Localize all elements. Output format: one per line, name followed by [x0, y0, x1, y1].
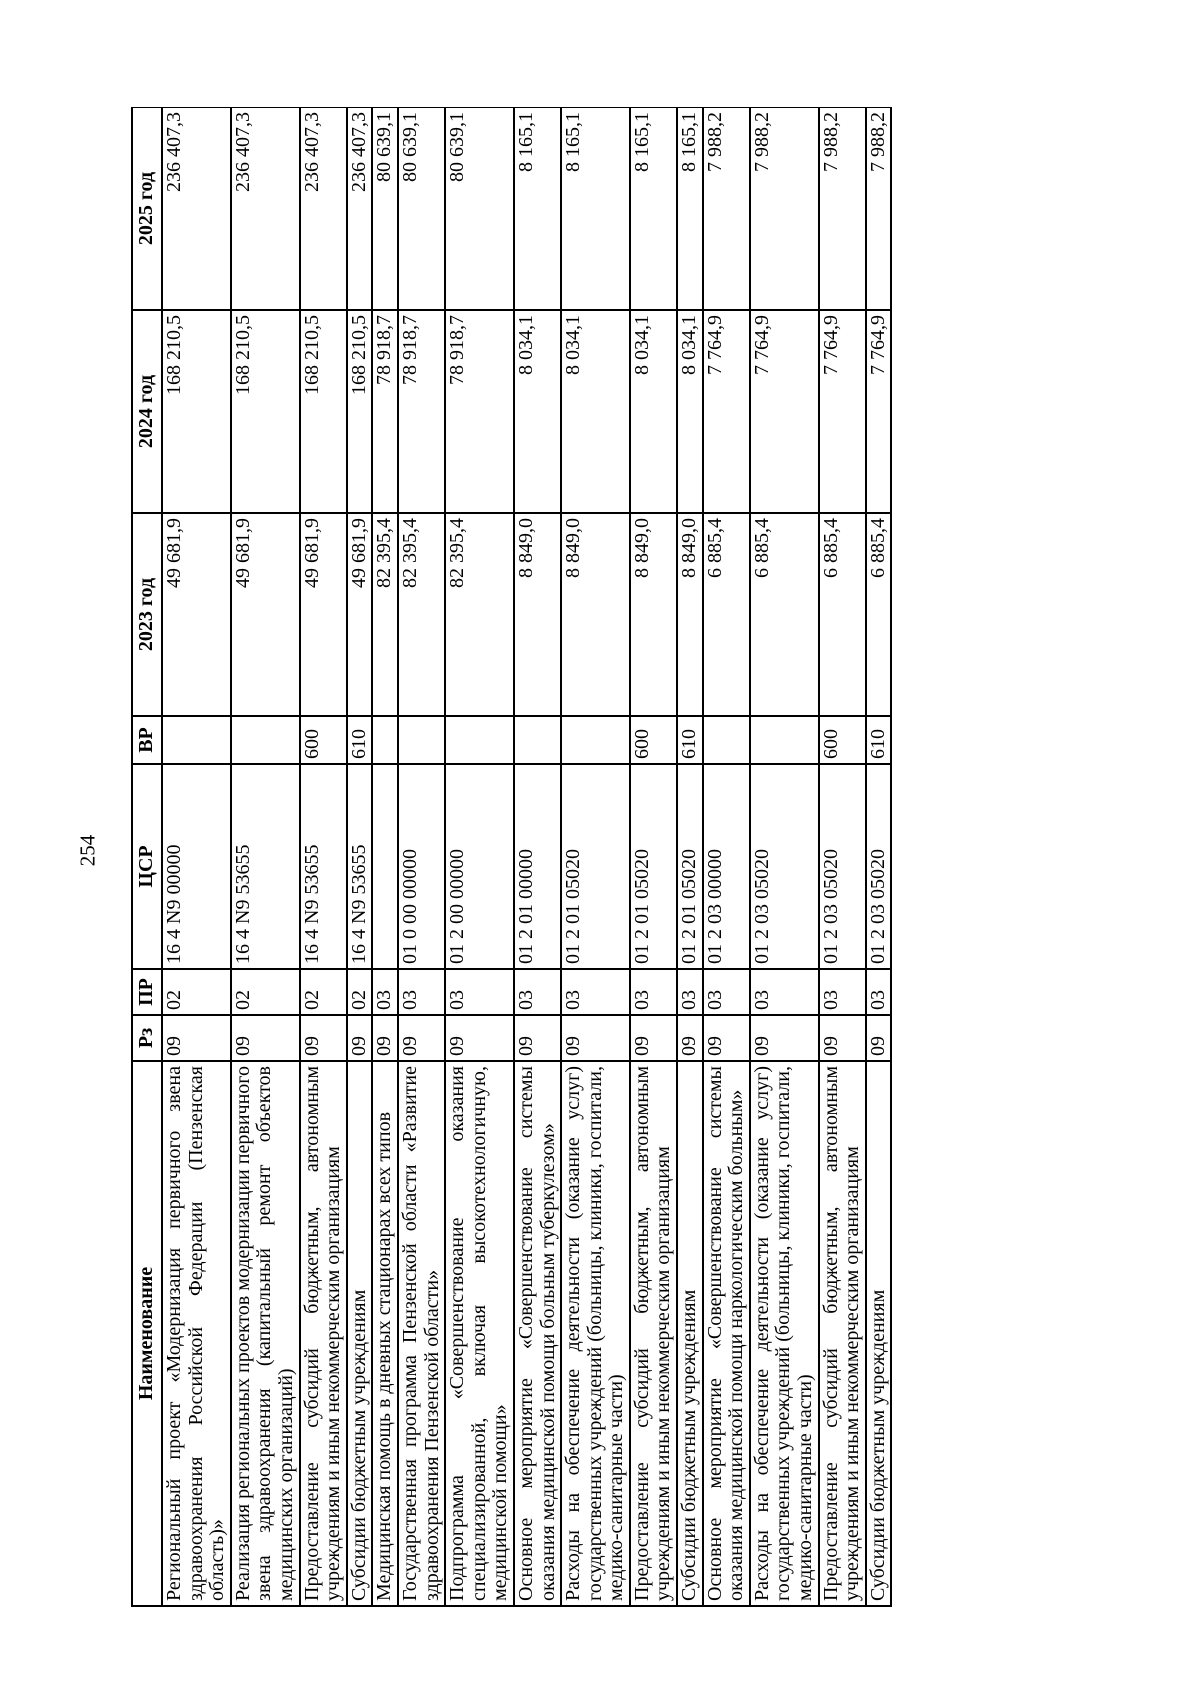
cell-csr: 01 2 03 05020: [819, 764, 866, 969]
header-2023: 2023 год: [132, 513, 162, 716]
cell-2025: 236 407,3: [347, 107, 373, 310]
table-row: [372, 107, 398, 1606]
cell-name: Предоставление субсидий бюджетным, автономным учреждениям и иным некоммерческим организациям: [819, 1061, 866, 1606]
rotated-table-container: [131, 107, 1046, 1607]
cell-2023: 49 681,9: [162, 513, 231, 716]
cell-vr: [231, 716, 300, 764]
cell-pr: 03: [677, 969, 703, 1015]
cell-2024: 78 918,7: [445, 310, 514, 513]
cell-2024: 7 764,9: [750, 310, 819, 513]
cell-vr: [372, 716, 398, 764]
cell-vr: 610: [347, 716, 373, 764]
cell-rz: 09: [630, 1015, 677, 1061]
cell-name: Субсидии бюджетным учреждениям: [866, 1061, 892, 1606]
cell-pr: 03: [445, 969, 514, 1015]
header-2024: 2024 год: [132, 310, 162, 513]
cell-name: Предоставление субсидий бюджетным, автономным учреждениям и иным некоммерческим организациям: [630, 1061, 677, 1606]
cell-vr: [445, 716, 514, 764]
cell-name: Субсидии бюджетным учреждениям: [677, 1061, 703, 1606]
cell-name: Государственная программа Пензенской области «Развитие здравоохранения Пензенской области»: [398, 1061, 445, 1606]
cell-2023: 49 681,9: [231, 513, 300, 716]
cell-pr: 03: [703, 969, 750, 1015]
table-row: [561, 107, 630, 1606]
cell-pr: 02: [231, 969, 300, 1015]
table-row: [398, 107, 445, 1606]
cell-2025: 236 407,3: [231, 107, 300, 310]
cell-csr: 16 4 N9 00000: [162, 764, 231, 969]
cell-2023: 49 681,9: [347, 513, 373, 716]
cell-vr: 600: [819, 716, 866, 764]
cell-csr: 01 2 03 00000: [703, 764, 750, 969]
cell-name: Основное мероприятие «Совершенствование системы оказания медицинской помощи наркологическим больным»: [703, 1061, 750, 1606]
cell-vr: 610: [677, 716, 703, 764]
cell-2025: 236 407,3: [300, 107, 347, 310]
cell-rz: 09: [162, 1015, 231, 1061]
cell-vr: [750, 716, 819, 764]
cell-vr: 600: [630, 716, 677, 764]
cell-rz: 09: [677, 1015, 703, 1061]
cell-name: Основное мероприятие «Совершенствование системы оказания медицинской помощи больным туберкулезом»: [514, 1061, 561, 1606]
cell-pr: 03: [750, 969, 819, 1015]
cell-name: Расходы на обеспечение деятельности (оказание услуг) государственных учреждений (больницы, клиники, госпитали, медико-санитарные части): [750, 1061, 819, 1606]
cell-2024: 168 210,5: [300, 310, 347, 513]
table-row: [162, 107, 231, 1606]
cell-pr: 03: [398, 969, 445, 1015]
cell-csr: 16 4 N9 53655: [231, 764, 300, 969]
cell-csr: [372, 764, 398, 969]
cell-rz: 09: [231, 1015, 300, 1061]
cell-name: Медицинская помощь в дневных стационарах всех типов: [372, 1061, 398, 1606]
cell-2024: 8 034,1: [514, 310, 561, 513]
cell-csr: 16 4 N9 53655: [347, 764, 373, 969]
cell-rz: 09: [819, 1015, 866, 1061]
cell-pr: 02: [300, 969, 347, 1015]
cell-2024: 8 034,1: [561, 310, 630, 513]
table-row: [445, 107, 514, 1606]
budget-table: [131, 107, 892, 1607]
cell-2025: 80 639,1: [372, 107, 398, 310]
cell-2025: 8 165,1: [630, 107, 677, 310]
cell-csr: 01 2 01 05020: [561, 764, 630, 969]
header-rz: Рз: [132, 1015, 162, 1061]
cell-2024: 7 764,9: [703, 310, 750, 513]
cell-pr: 02: [347, 969, 373, 1015]
table-row: [819, 107, 866, 1606]
cell-2025: 8 165,1: [677, 107, 703, 310]
cell-2024: 7 764,9: [819, 310, 866, 513]
cell-2025: 8 165,1: [561, 107, 630, 310]
cell-2025: 7 988,2: [819, 107, 866, 310]
cell-csr: 01 2 03 05020: [866, 764, 892, 969]
cell-2025: 236 407,3: [162, 107, 231, 310]
cell-csr: 01 0 00 00000: [398, 764, 445, 969]
table-row: [300, 107, 347, 1606]
cell-2024: 78 918,7: [372, 310, 398, 513]
cell-2024: 8 034,1: [630, 310, 677, 513]
cell-2025: 8 165,1: [514, 107, 561, 310]
table-row: [703, 107, 750, 1606]
cell-rz: 09: [300, 1015, 347, 1061]
header-2025: 2025 год: [132, 107, 162, 310]
cell-rz: 09: [445, 1015, 514, 1061]
cell-pr: 03: [819, 969, 866, 1015]
cell-pr: 03: [372, 969, 398, 1015]
cell-2025: 80 639,1: [398, 107, 445, 310]
cell-2024: 168 210,5: [162, 310, 231, 513]
cell-2023: 82 395,4: [372, 513, 398, 716]
header-name: Наименование: [132, 1061, 162, 1606]
cell-2024: 7 764,9: [866, 310, 892, 513]
cell-csr: 01 2 00 00000: [445, 764, 514, 969]
cell-csr: 01 2 01 00000: [514, 764, 561, 969]
table-row: [514, 107, 561, 1606]
cell-rz: 09: [561, 1015, 630, 1061]
cell-name: Предоставление субсидий бюджетным, автономным учреждениям и иным некоммерческим организациям: [300, 1061, 347, 1606]
cell-rz: 09: [347, 1015, 373, 1061]
table-row: [630, 107, 677, 1606]
header-pr: ПР: [132, 969, 162, 1015]
cell-2023: 6 885,4: [866, 513, 892, 716]
cell-2023: 8 849,0: [677, 513, 703, 716]
cell-csr: 01 2 01 05020: [630, 764, 677, 969]
cell-pr: 03: [630, 969, 677, 1015]
header-vr: ВР: [132, 716, 162, 764]
cell-vr: [398, 716, 445, 764]
table-row: [866, 107, 892, 1606]
page-number: 254: [75, 834, 100, 867]
cell-name: Региональный проект «Модернизация первичного звена здравоохранения Российской Федерации (Пензенская область)»: [162, 1061, 231, 1606]
cell-rz: 09: [750, 1015, 819, 1061]
table-row: [347, 107, 373, 1606]
cell-name: Подпрограмма «Совершенствование оказания специализированной, включая высокотехнологичную, медицинской помощи»: [445, 1061, 514, 1606]
cell-2023: 82 395,4: [398, 513, 445, 716]
header-csr: ЦСР: [132, 764, 162, 969]
cell-2024: 168 210,5: [231, 310, 300, 513]
cell-rz: 09: [866, 1015, 892, 1061]
cell-2023: 8 849,0: [561, 513, 630, 716]
cell-rz: 09: [372, 1015, 398, 1061]
cell-rz: 09: [703, 1015, 750, 1061]
table-row: [750, 107, 819, 1606]
table-row: [677, 107, 703, 1606]
cell-name: Расходы на обеспечение деятельности (оказание услуг) государственных учреждений (больницы, клиники, госпитали, медико-санитарные части): [561, 1061, 630, 1606]
cell-vr: [703, 716, 750, 764]
cell-2025: 7 988,2: [703, 107, 750, 310]
cell-2024: 8 034,1: [677, 310, 703, 513]
cell-pr: 02: [162, 969, 231, 1015]
cell-vr: [514, 716, 561, 764]
cell-2024: 78 918,7: [398, 310, 445, 513]
cell-pr: 03: [514, 969, 561, 1015]
cell-2023: 49 681,9: [300, 513, 347, 716]
cell-name: Реализация региональных проектов модернизации первичного звена здравоохранения (капитальный ремонт объектов медицинских организаций): [231, 1061, 300, 1606]
cell-2023: 6 885,4: [703, 513, 750, 716]
cell-csr: 16 4 N9 53655: [300, 764, 347, 969]
cell-vr: [162, 716, 231, 764]
cell-2025: 80 639,1: [445, 107, 514, 310]
cell-2023: 6 885,4: [819, 513, 866, 716]
cell-rz: 09: [514, 1015, 561, 1061]
cell-name: Субсидии бюджетным учреждениям: [347, 1061, 373, 1606]
cell-2023: 8 849,0: [630, 513, 677, 716]
cell-vr: [561, 716, 630, 764]
cell-2023: 6 885,4: [750, 513, 819, 716]
cell-pr: 03: [561, 969, 630, 1015]
table-row: [231, 107, 300, 1606]
cell-pr: 03: [866, 969, 892, 1015]
cell-2023: 8 849,0: [514, 513, 561, 716]
cell-vr: 610: [866, 716, 892, 764]
cell-vr: 600: [300, 716, 347, 764]
table-header-row: [132, 107, 162, 1606]
cell-csr: 01 2 03 05020: [750, 764, 819, 969]
cell-2023: 82 395,4: [445, 513, 514, 716]
cell-rz: 09: [398, 1015, 445, 1061]
cell-csr: 01 2 01 05020: [677, 764, 703, 969]
rotated-page-area: [131, 107, 1046, 1607]
cell-2025: 7 988,2: [866, 107, 892, 310]
cell-2025: 7 988,2: [750, 107, 819, 310]
cell-2024: 168 210,5: [347, 310, 373, 513]
